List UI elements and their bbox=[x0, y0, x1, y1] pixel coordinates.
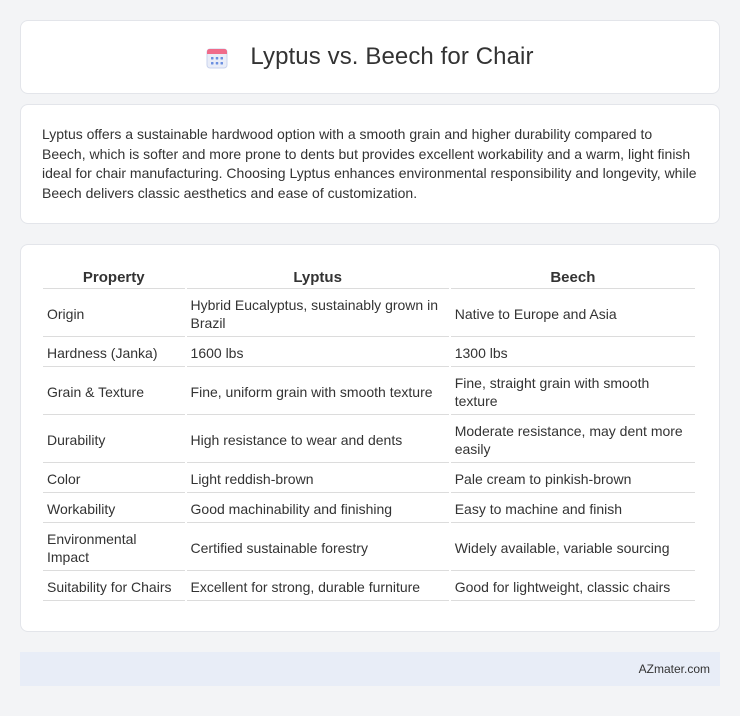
table-row bbox=[43, 573, 695, 601]
comparison-table bbox=[41, 265, 697, 603]
lyptus-cell: Fine, uniform grain with smooth texture bbox=[187, 369, 449, 415]
lyptus-cell: Good machinability and finishing bbox=[187, 495, 449, 523]
table-row bbox=[43, 291, 695, 337]
lyptus-cell: Light reddish-brown bbox=[187, 465, 449, 493]
beech-cell: Widely available, variable sourcing bbox=[451, 525, 695, 571]
page-title: Lyptus vs. Beech for Chair bbox=[250, 43, 534, 70]
comparison-table-card bbox=[20, 244, 720, 632]
footer-brand: AZmater.com bbox=[638, 662, 710, 676]
beech-cell: Good for lightweight, classic chairs bbox=[451, 573, 695, 601]
beech-cell: 1300 lbs bbox=[451, 339, 695, 367]
property-cell: Workability bbox=[43, 495, 185, 523]
title-card bbox=[20, 20, 720, 94]
summary-card bbox=[20, 104, 720, 224]
header-property: Property bbox=[43, 267, 185, 289]
lyptus-cell: High resistance to wear and dents bbox=[187, 417, 449, 463]
lyptus-cell: 1600 lbs bbox=[187, 339, 449, 367]
lyptus-cell: Hybrid Eucalyptus, sustainably grown in Brazil bbox=[187, 291, 449, 337]
beech-cell: Fine, straight grain with smooth texture bbox=[451, 369, 695, 415]
beech-cell: Native to Europe and Asia bbox=[451, 291, 695, 337]
property-cell: Color bbox=[43, 465, 185, 493]
footer bbox=[20, 652, 720, 686]
table-header-row bbox=[43, 267, 695, 289]
property-cell: Origin bbox=[43, 291, 185, 337]
table-row bbox=[43, 465, 695, 493]
header-beech: Beech bbox=[451, 267, 695, 289]
calendar-icon bbox=[206, 47, 228, 69]
beech-cell: Moderate resistance, may dent more easily bbox=[451, 417, 695, 463]
header-lyptus: Lyptus bbox=[187, 267, 449, 289]
table-row bbox=[43, 525, 695, 571]
table-row bbox=[43, 417, 695, 463]
beech-cell: Easy to machine and finish bbox=[451, 495, 695, 523]
summary-text: Lyptus offers a sustainable hardwood option with a smooth grain and higher durability compared to Beech, which is softer and more prone to dents but provides excellent workability and a warm, light finish ideal for chair manufacturing. Choosing Lyptus enhances environmental responsibility and longevity, while Beech delivers classic aesthetics and ease of customization. bbox=[42, 126, 697, 201]
table-row bbox=[43, 495, 695, 523]
property-cell: Suitability for Chairs bbox=[43, 573, 185, 601]
table-row bbox=[43, 369, 695, 415]
property-cell: Durability bbox=[43, 417, 185, 463]
beech-cell: Pale cream to pinkish-brown bbox=[451, 465, 695, 493]
lyptus-cell: Excellent for strong, durable furniture bbox=[187, 573, 449, 601]
lyptus-cell: Certified sustainable forestry bbox=[187, 525, 449, 571]
property-cell: Grain & Texture bbox=[43, 369, 185, 415]
property-cell: Hardness (Janka) bbox=[43, 339, 185, 367]
table-row bbox=[43, 339, 695, 367]
property-cell: Environmental Impact bbox=[43, 525, 185, 571]
